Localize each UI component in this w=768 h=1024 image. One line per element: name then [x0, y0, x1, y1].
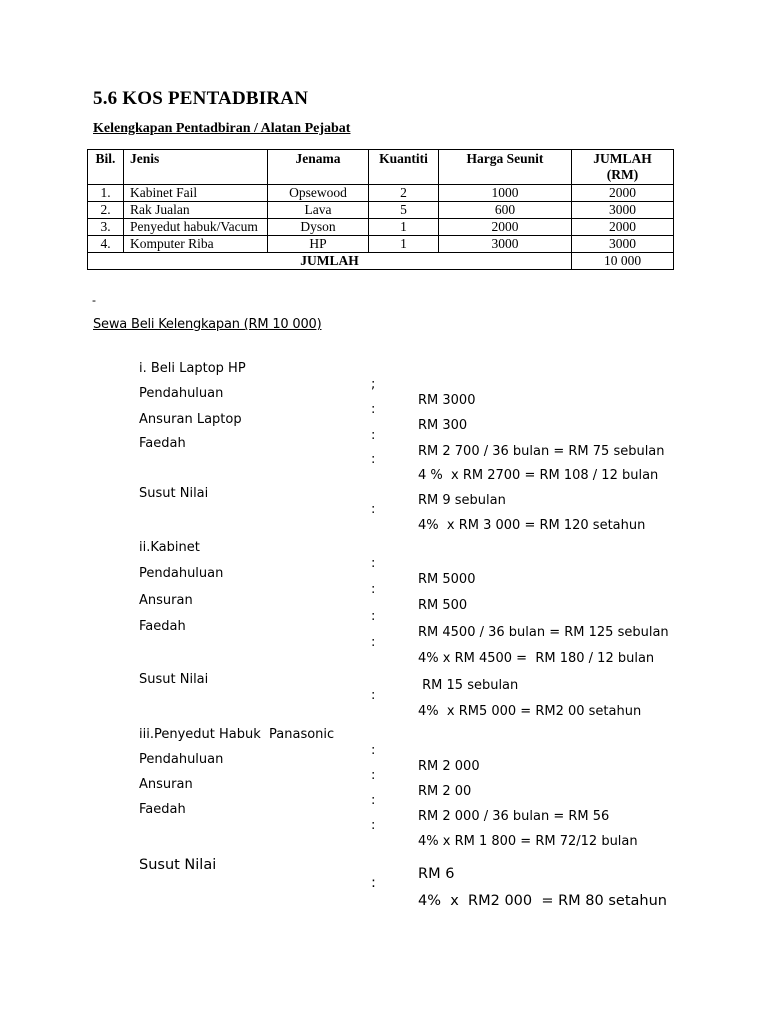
detail-label: Susut Nilai — [139, 486, 209, 501]
detail-value: RM 9 sebulan — [418, 493, 506, 508]
detail-label: Faedah — [139, 619, 186, 634]
table-total-row — [88, 253, 674, 270]
total-value: 10 000 — [572, 253, 674, 270]
detail-label: iii.Penyedut Habuk Panasonic — [139, 727, 335, 742]
cell-harga: 3000 — [439, 236, 572, 253]
cell-bil: 2. — [88, 202, 124, 219]
cell-jenis: Komputer Riba — [124, 236, 268, 253]
cell-harga: 1000 — [439, 185, 572, 202]
detail-value: RM 2 000 — [418, 759, 480, 774]
cell-harga: 600 — [439, 202, 572, 219]
header-jumlah: JUMLAH (RM) — [572, 150, 674, 185]
header-jenis: Jenis — [124, 150, 268, 185]
detail-separator: : — [371, 635, 376, 650]
detail-value: RM 15 sebulan — [418, 678, 519, 693]
detail-line — [0, 838, 768, 910]
detail-value: RM 2 700 / 36 bulan = RM 75 sebulan — [418, 444, 665, 459]
table-row — [88, 219, 674, 236]
detail-label: ii.Kabinet — [139, 540, 200, 555]
detail-value: RM 500 — [418, 598, 468, 613]
equipment-table — [87, 149, 674, 270]
table-row — [88, 202, 674, 219]
cell-jenama: Lava — [268, 202, 369, 219]
detail-value: 4% x RM5 000 = RM2 00 setahun — [418, 704, 642, 719]
cell-jenama: Opsewood — [268, 185, 369, 202]
detail-value: RM 5000 — [418, 572, 476, 587]
detail-separator: : — [371, 452, 376, 467]
detail-label: Pendahuluan — [139, 386, 224, 401]
section-title: Sewa Beli Kelengkapan (RM 10 000) — [93, 317, 322, 332]
table-header-row — [88, 150, 674, 185]
cell-jenis: Kabinet Fail — [124, 185, 268, 202]
cell-jumlah: 3000 — [572, 236, 674, 253]
detail-label: Susut Nilai — [139, 857, 217, 873]
header-harga-seunit: Harga Seunit — [439, 150, 572, 185]
cell-jenama: Dyson — [268, 219, 369, 236]
detail-label: Faedah — [139, 802, 186, 817]
detail-separator: ; — [371, 377, 376, 392]
header-jenama: Jenama — [268, 150, 369, 185]
cell-jumlah: 2000 — [572, 185, 674, 202]
header-bil: Bil. — [88, 150, 124, 185]
cell-harga: 2000 — [439, 219, 572, 236]
cell-jenis: Rak Jualan — [124, 202, 268, 219]
table-row — [88, 236, 674, 253]
detail-value: RM 6 — [418, 866, 455, 882]
detail-separator: : — [371, 582, 376, 597]
detail-value: 4% x RM2 000 = RM 80 setahun — [418, 893, 667, 909]
detail-label: Pendahuluan — [139, 566, 224, 581]
cell-kuantiti: 5 — [369, 202, 439, 219]
table-row — [88, 185, 674, 202]
stray-dash: - — [92, 293, 96, 307]
detail-separator: : — [371, 818, 376, 833]
detail-label: Ansuran — [139, 593, 193, 608]
cell-jumlah: 3000 — [572, 202, 674, 219]
detail-separator: : — [371, 688, 376, 703]
cell-kuantiti: 1 — [369, 219, 439, 236]
detail-separator: : — [371, 793, 376, 808]
detail-value: 4% x RM 4500 = RM 180 / 12 bulan — [418, 651, 655, 666]
cell-jenama: HP — [268, 236, 369, 253]
detail-value: RM 2 00 — [418, 784, 472, 799]
detail-separator: : — [371, 402, 376, 417]
cell-kuantiti: 1 — [369, 236, 439, 253]
detail-label: Pendahuluan — [139, 752, 224, 767]
detail-separator: : — [371, 609, 376, 624]
cell-bil: 1. — [88, 185, 124, 202]
header-kuantiti: Kuantiti — [369, 150, 439, 185]
detail-separator: : — [371, 768, 376, 783]
cell-bil: 4. — [88, 236, 124, 253]
cell-bil: 3. — [88, 219, 124, 236]
page-heading: 5.6 KOS PENTADBIRAN — [93, 88, 309, 109]
detail-value: 4% x RM 1 800 = RM 72/12 bulan — [418, 834, 638, 849]
detail-label: i. Beli Laptop HP — [139, 361, 246, 376]
detail-value: RM 3000 — [418, 393, 476, 408]
detail-label: Ansuran — [139, 777, 193, 792]
detail-value: 4% x RM 3 000 = RM 120 setahun — [418, 518, 646, 533]
detail-separator: : — [371, 743, 376, 758]
total-label: JUMLAH — [88, 253, 572, 270]
cell-kuantiti: 2 — [369, 185, 439, 202]
detail-value: 4 % x RM 2700 = RM 108 / 12 bulan — [418, 468, 659, 483]
detail-separator: : — [371, 428, 376, 443]
detail-separator: : — [371, 556, 376, 571]
table-caption: Kelengkapan Pentadbiran / Alatan Pejabat — [93, 121, 351, 136]
detail-value: RM 2 000 / 36 bulan = RM 56 — [418, 809, 610, 824]
detail-separator: : — [371, 502, 376, 517]
detail-label: Susut Nilai — [139, 672, 209, 687]
detail-value: RM 300 — [418, 418, 468, 433]
detail-value: RM 4500 / 36 bulan = RM 125 sebulan — [418, 625, 669, 640]
detail-label: Ansuran Laptop — [139, 412, 242, 427]
cell-jumlah: 2000 — [572, 219, 674, 236]
detail-label: Faedah — [139, 436, 186, 451]
cell-jenis: Penyedut habuk/Vacum — [124, 219, 268, 236]
detail-separator: : — [371, 875, 376, 891]
